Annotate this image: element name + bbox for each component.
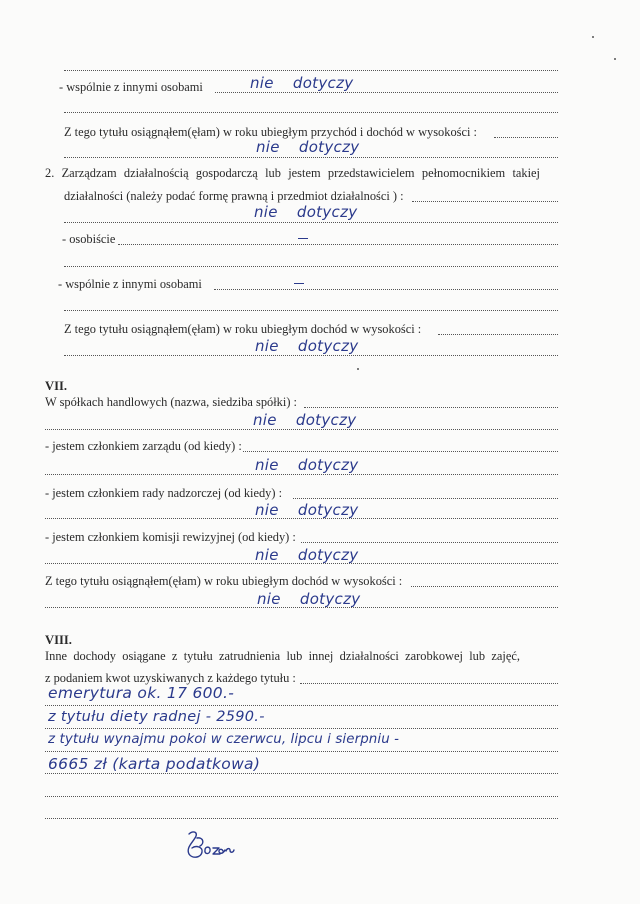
handwritten-answer: nie dotyczy xyxy=(255,546,359,564)
handwritten-dash xyxy=(298,238,308,239)
item-2-line-1 xyxy=(45,167,558,179)
income-sentence-2: Z tego tytułu osiągnąłem(ęłam) w roku ubiegłym dochód w wysokości : xyxy=(64,322,422,336)
label-zarzad: - jestem członkiem zarządu (od kiedy) : xyxy=(45,439,242,453)
dotted-line xyxy=(45,474,558,475)
dotted-line xyxy=(243,451,558,452)
dotted-line xyxy=(438,334,558,335)
dotted-line xyxy=(45,818,558,819)
handwritten-answer: nie dotyczy xyxy=(254,203,358,221)
dotted-line xyxy=(300,683,558,684)
dotted-line xyxy=(64,157,558,158)
dotted-line xyxy=(45,705,558,706)
scan-speck xyxy=(592,36,594,38)
item-2-text: 2. Zarządzam działalnością gospodarczą lub jestem przedstawicielem pełnomocnikiem takiej xyxy=(45,166,540,180)
section-viii-text: Inne dochody osiągane z tytułu zatrudnienia lub innej działalności zarobkowej lub zajęć, xyxy=(45,649,520,663)
dotted-line xyxy=(411,586,558,587)
dotted-line xyxy=(214,289,558,290)
handwritten-answer: nie dotyczy xyxy=(255,501,359,519)
handwritten-answer: nie dotyczy xyxy=(255,337,359,355)
dotted-line xyxy=(215,92,558,93)
handwritten-income-2: z tytułu diety radnej - 2590.- xyxy=(48,709,265,725)
handwritten-answer: nie dotyczy xyxy=(255,456,359,474)
income-sentence: Z tego tytułu osiągnąłem(ęłam) w roku ubiegłym przychód i dochód w wysokości : xyxy=(64,125,477,139)
label-rada: - jestem członkiem rady nadzorczej (od kiedy) : xyxy=(45,486,283,500)
dotted-line xyxy=(118,244,558,245)
signature xyxy=(183,828,245,869)
dotted-line xyxy=(301,542,558,543)
handwritten-income-3: z tytułu wynajmu pokoi w czerwcu, lipcu i sierpniu - xyxy=(48,732,400,747)
label-wspolnie-2: - wspólnie z innymi osobami xyxy=(58,277,202,291)
label-wspolnie: - wspólnie z innymi osobami xyxy=(59,80,203,94)
dotted-line xyxy=(64,266,558,267)
signature-drawing xyxy=(183,828,245,864)
handwritten-answer: nie dotyczy xyxy=(253,411,357,429)
dotted-line xyxy=(494,137,558,138)
section-heading-vii: VII. xyxy=(45,379,68,393)
handwritten-answer: nie dotyczy xyxy=(256,138,360,156)
label-spolki: W spółkach handlowych (nazwa, siedziba spółki) : xyxy=(45,395,297,409)
dotted-line xyxy=(412,201,558,202)
dotted-line xyxy=(45,773,558,774)
dotted-line xyxy=(304,407,558,408)
dotted-line xyxy=(64,70,558,71)
income-sentence-3: Z tego tytułu osiągnąłem(ęłam) w roku ubiegłym dochód w wysokości : xyxy=(45,574,403,588)
scan-speck xyxy=(614,58,616,60)
section-viii-line-1 xyxy=(45,650,558,662)
item-2-line-2: działalności (należy podać formę prawną i przedmiot działalności ) : xyxy=(64,189,404,203)
dotted-line xyxy=(45,796,558,797)
dotted-line xyxy=(64,310,558,311)
handwritten-income-1: emerytura ok. 17 600.- xyxy=(48,684,235,702)
section-heading-viii: VIII. xyxy=(45,633,72,647)
handwritten-dash xyxy=(294,283,304,284)
dotted-line xyxy=(64,112,558,113)
dotted-line xyxy=(45,751,558,752)
handwritten-answer: nie dotyczy xyxy=(257,590,361,608)
dotted-line xyxy=(45,429,558,430)
label-komisja: - jestem członkiem komisji rewizyjnej (od kiedy) : xyxy=(45,530,296,544)
dotted-line xyxy=(64,222,558,223)
dotted-line xyxy=(64,355,558,356)
handwritten-answer: nie dotyczy xyxy=(250,74,354,92)
scan-speck xyxy=(357,368,359,370)
dotted-line xyxy=(45,728,558,729)
dotted-line xyxy=(293,498,558,499)
handwritten-income-4: 6665 zł (karta podatkowa) xyxy=(48,755,261,773)
label-osobiscie: - osobiście xyxy=(62,232,116,246)
section-viii-line-2: z podaniem kwot uzyskiwanych z każdego tytułu : xyxy=(45,671,296,685)
